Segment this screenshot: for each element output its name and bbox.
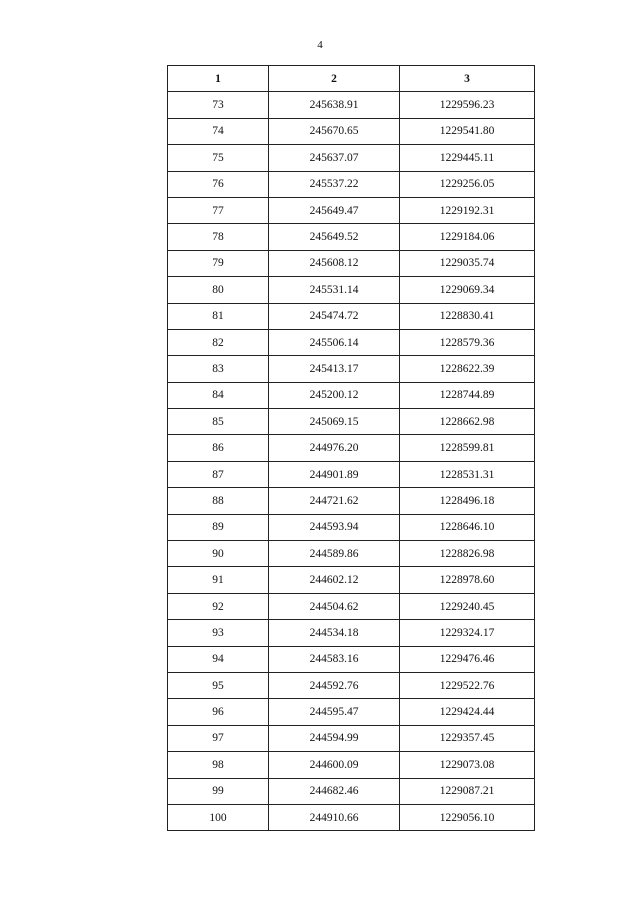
page-number: 4 — [317, 39, 323, 51]
table-row — [168, 725, 535, 751]
table-cell: 244910.66 — [269, 804, 400, 830]
table-row — [168, 382, 535, 408]
table-row — [168, 567, 535, 593]
table-cell: 245474.72 — [269, 303, 400, 329]
table-cell: 1229476.46 — [400, 646, 535, 672]
table-cell: 245638.91 — [269, 92, 400, 118]
table-cell: 1229445.11 — [400, 145, 535, 171]
table-cell: 1228579.36 — [400, 329, 535, 355]
table-cell: 74 — [168, 118, 269, 144]
table-cell: 244595.47 — [269, 699, 400, 725]
table-cell: 89 — [168, 514, 269, 540]
table-cell: 1228744.89 — [400, 382, 535, 408]
table-cell: 73 — [168, 92, 269, 118]
table-cell: 1229324.17 — [400, 620, 535, 646]
table-cell: 90 — [168, 541, 269, 567]
table-row — [168, 409, 535, 435]
table-cell: 1229073.08 — [400, 752, 535, 778]
table-header-row — [168, 66, 535, 92]
table-cell: 245649.52 — [269, 224, 400, 250]
table-cell: 1229192.31 — [400, 197, 535, 223]
table-cell: 1228830.41 — [400, 303, 535, 329]
table-cell: 95 — [168, 672, 269, 698]
table-cell: 1229522.76 — [400, 672, 535, 698]
table-cell: 245506.14 — [269, 329, 400, 355]
table-cell: 81 — [168, 303, 269, 329]
table-cell: 244976.20 — [269, 435, 400, 461]
coordinates-table — [167, 65, 535, 831]
table-cell: 244600.09 — [269, 752, 400, 778]
table-row — [168, 329, 535, 355]
table-row — [168, 171, 535, 197]
table-cell: 1228646.10 — [400, 514, 535, 540]
table-cell: 245531.14 — [269, 277, 400, 303]
table-cell: 244682.46 — [269, 778, 400, 804]
table-cell: 244593.94 — [269, 514, 400, 540]
table-cell: 245069.15 — [269, 409, 400, 435]
table-row — [168, 752, 535, 778]
table-cell: 92 — [168, 593, 269, 619]
table-cell: 1229035.74 — [400, 250, 535, 276]
table-cell: 88 — [168, 488, 269, 514]
table-cell: 91 — [168, 567, 269, 593]
table-row — [168, 461, 535, 487]
table-row — [168, 514, 535, 540]
table-cell: 77 — [168, 197, 269, 223]
column-header: 2 — [269, 66, 400, 92]
table-cell: 244504.62 — [269, 593, 400, 619]
table-cell: 94 — [168, 646, 269, 672]
table-row — [168, 92, 535, 118]
table-row — [168, 699, 535, 725]
table-cell: 1228599.81 — [400, 435, 535, 461]
table-cell: 1228496.18 — [400, 488, 535, 514]
table-body — [168, 92, 535, 831]
column-header: 1 — [168, 66, 269, 92]
table-cell: 93 — [168, 620, 269, 646]
table-row — [168, 778, 535, 804]
table-row — [168, 435, 535, 461]
table-row — [168, 197, 535, 223]
table-row — [168, 224, 535, 250]
table-cell: 244594.99 — [269, 725, 400, 751]
table-cell: 244592.76 — [269, 672, 400, 698]
table-cell: 1228531.31 — [400, 461, 535, 487]
table-cell: 85 — [168, 409, 269, 435]
table-cell: 84 — [168, 382, 269, 408]
table-cell: 1228662.98 — [400, 409, 535, 435]
table-cell: 244583.16 — [269, 646, 400, 672]
table-cell: 245670.65 — [269, 118, 400, 144]
table-cell: 1228622.39 — [400, 356, 535, 382]
table-cell: 244721.62 — [269, 488, 400, 514]
table-cell: 244589.86 — [269, 541, 400, 567]
table-cell: 1229596.23 — [400, 92, 535, 118]
table-cell: 1229357.45 — [400, 725, 535, 751]
table-cell: 100 — [168, 804, 269, 830]
table-cell: 79 — [168, 250, 269, 276]
table-cell: 1229240.45 — [400, 593, 535, 619]
table-cell: 245608.12 — [269, 250, 400, 276]
table-cell: 99 — [168, 778, 269, 804]
table-row — [168, 541, 535, 567]
table-cell: 87 — [168, 461, 269, 487]
table-cell: 1229069.34 — [400, 277, 535, 303]
table-row — [168, 593, 535, 619]
table-cell: 1229087.21 — [400, 778, 535, 804]
table-cell: 1229056.10 — [400, 804, 535, 830]
table-cell: 83 — [168, 356, 269, 382]
table-cell: 245637.07 — [269, 145, 400, 171]
table-cell: 244901.89 — [269, 461, 400, 487]
table-row — [168, 804, 535, 830]
table-cell: 82 — [168, 329, 269, 355]
table-cell: 97 — [168, 725, 269, 751]
table-cell: 98 — [168, 752, 269, 778]
table-cell: 1229541.80 — [400, 118, 535, 144]
table-row — [168, 277, 535, 303]
table-cell: 96 — [168, 699, 269, 725]
table-cell: 75 — [168, 145, 269, 171]
table-cell: 76 — [168, 171, 269, 197]
table-row — [168, 145, 535, 171]
table-cell: 78 — [168, 224, 269, 250]
table-cell: 245200.12 — [269, 382, 400, 408]
table-row — [168, 303, 535, 329]
table-cell: 80 — [168, 277, 269, 303]
table-row — [168, 620, 535, 646]
table-cell: 1229184.06 — [400, 224, 535, 250]
table-cell: 1228978.60 — [400, 567, 535, 593]
table-row — [168, 118, 535, 144]
table-cell: 245537.22 — [269, 171, 400, 197]
table-cell: 245649.47 — [269, 197, 400, 223]
table-row — [168, 672, 535, 698]
table-cell: 1229256.05 — [400, 171, 535, 197]
table-row — [168, 356, 535, 382]
column-header: 3 — [400, 66, 535, 92]
table-cell: 86 — [168, 435, 269, 461]
table-cell: 1229424.44 — [400, 699, 535, 725]
table-cell: 244534.18 — [269, 620, 400, 646]
table-row — [168, 488, 535, 514]
table-cell: 245413.17 — [269, 356, 400, 382]
table-row — [168, 250, 535, 276]
table-cell: 244602.12 — [269, 567, 400, 593]
table-row — [168, 646, 535, 672]
table-cell: 1228826.98 — [400, 541, 535, 567]
